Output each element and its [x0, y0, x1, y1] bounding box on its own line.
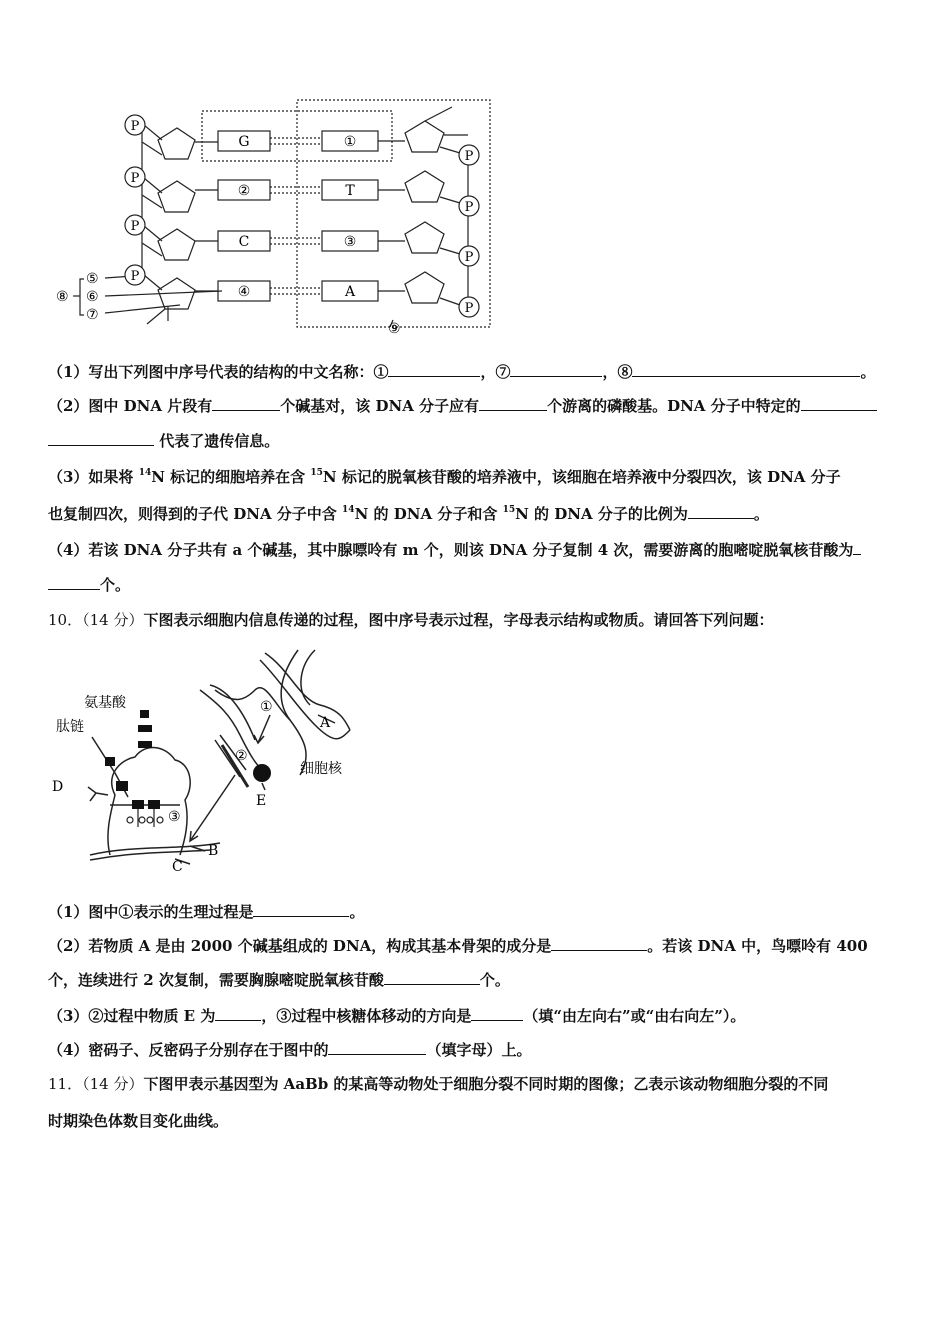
right-base-label: A	[344, 284, 356, 300]
question-number: 11．（14 分）	[48, 1075, 144, 1093]
phosphate-label: P	[130, 269, 140, 284]
phosphate-label: P	[464, 250, 474, 265]
q11-header	[48, 1074, 828, 1094]
q10-p3-text: （3）②过程中物质 E 为	[48, 1007, 216, 1025]
q9-p1-text: ，⑦	[480, 363, 511, 381]
q9-part1	[48, 362, 876, 382]
q9-part3-cont	[48, 504, 769, 524]
answer-blank[interactable]	[388, 362, 480, 377]
left-base-label: ④	[237, 284, 251, 300]
answer-blank[interactable]	[632, 362, 860, 377]
label-E: E	[256, 793, 267, 809]
phosphate-label: P	[464, 149, 474, 164]
gene-expression-diagram	[50, 645, 380, 880]
q9-part4	[48, 540, 861, 560]
answer-blank[interactable]	[853, 540, 861, 555]
answer-blank[interactable]	[384, 970, 480, 985]
isotope-mass: 14	[342, 505, 355, 515]
q9-p3-text: 也复制四次，则得到的子代 DNA 分子中含	[48, 505, 337, 523]
label-B: B	[208, 843, 219, 859]
question-intro: 时期染色体数目变化曲线。	[48, 1112, 229, 1130]
step-2: ②	[235, 748, 248, 764]
q9-p3-text: 。	[753, 505, 769, 523]
label-nucleus: 细胞核	[300, 761, 342, 777]
q9-part3	[48, 467, 841, 487]
isotope-mass: 15	[502, 505, 516, 515]
phosphate-label: P	[130, 219, 140, 234]
q9-p3-text: N 的 DNA 分子和含	[354, 505, 498, 523]
question-intro: 下图表示细胞内信息传递的过程，图中序号表示过程，字母表示结构或物质。请回答下列问题：	[143, 611, 774, 629]
q10-p1-text: （1）图中①表示的生理过程是	[48, 903, 254, 921]
right-base-label: ①	[343, 134, 357, 150]
q9-p1-text: （1）写出下列图中序号代表的结构的中文名称：①	[48, 363, 389, 381]
right-base-label: ③	[343, 234, 357, 250]
answer-blank[interactable]	[328, 1040, 426, 1055]
q10-part3	[48, 1006, 745, 1026]
q10-part2-cont	[48, 970, 510, 990]
q9-part2	[48, 396, 877, 416]
label-A: A	[320, 715, 331, 731]
question-intro: 下图甲表示基因型为 AaBb 的某高等动物处于细胞分裂不同时期的图像；乙表示该动物细胞分裂的不同	[143, 1075, 829, 1093]
q9-p2-text: 个游离的磷酸基。DNA 分子中特定的	[547, 397, 801, 415]
q10-header	[48, 610, 773, 630]
q9-p4-text: （4）若该 DNA 分子共有 a 个碱基，其中腺嘌呤有 m 个，则该 DNA 分子复制 4 次，需要游离的胞嘧啶脱氧核苷酸为	[48, 541, 854, 559]
q10-p4-text: （填字母）上。	[426, 1041, 532, 1059]
phosphate-label: P	[464, 200, 474, 215]
label-peptide: 肽链	[56, 719, 84, 735]
callout-9: ⑨	[388, 321, 401, 337]
step-3: ③	[168, 809, 181, 825]
answer-blank[interactable]	[215, 1006, 261, 1021]
callout-6: ⑥	[86, 289, 99, 305]
q9-part4-cont	[48, 575, 130, 595]
q10-p2-text: 。若该 DNA 中，鸟嘌呤有 400	[647, 937, 868, 955]
q9-p2-text: 代表了遗传信息。	[159, 432, 280, 450]
q9-p1-text: 。	[860, 363, 876, 381]
q10-part4	[48, 1040, 531, 1060]
answer-blank[interactable]	[479, 396, 547, 411]
q10-p3-text: （填“由左向右”或“由右向左”）。	[523, 1007, 746, 1025]
isotope-mass: 15	[310, 468, 323, 478]
callout-7: ⑦	[86, 307, 99, 323]
q9-p3-text: N 标记的脱氧核苷酸的培养液中，该细胞在培养液中分裂四次，该 DNA 分子	[322, 468, 841, 486]
answer-blank[interactable]	[551, 936, 647, 951]
label-D: D	[52, 779, 64, 795]
q9-p4-text: 个。	[100, 576, 131, 594]
dna-structure-diagram	[50, 95, 500, 340]
q9-p3-text: （3）如果将	[48, 468, 134, 486]
q10-p3-text: ，③过程中核糖体移动的方向是	[261, 1007, 472, 1025]
answer-blank[interactable]	[253, 902, 349, 917]
q9-p3-text: N 标记的细胞培养在含	[151, 468, 306, 486]
q9-p2-text: （2）图中 DNA 片段有	[48, 397, 213, 415]
answer-blank[interactable]	[212, 396, 280, 411]
q10-p4-text: （4）密码子、反密码子分别存在于图中的	[48, 1041, 329, 1059]
label-amino-acid: 氨基酸	[84, 695, 126, 711]
left-base-label: ②	[237, 183, 251, 199]
answer-blank[interactable]	[510, 362, 602, 377]
question-number: 10．（14 分）	[48, 611, 144, 629]
q10-part2	[48, 936, 868, 956]
phosphate-label: P	[464, 301, 474, 316]
q9-p1-text: ，⑧	[602, 363, 633, 381]
answer-blank[interactable]	[801, 396, 877, 411]
q10-p2-text: 个。	[479, 971, 510, 989]
phosphate-label: P	[130, 171, 140, 186]
answer-blank[interactable]	[48, 575, 100, 590]
q10-p2-text: 个，连续进行 2 次复制，需要胸腺嘧啶脱氧核苷酸	[48, 971, 384, 989]
label-C: C	[172, 859, 183, 875]
q10-part1	[48, 902, 364, 922]
step-1: ①	[260, 699, 273, 715]
answer-blank[interactable]	[48, 431, 154, 446]
answer-blank[interactable]	[471, 1006, 523, 1021]
callout-5: ⑤	[86, 271, 99, 287]
q9-p3-text: N 的 DNA 分子的比例为	[515, 505, 688, 523]
right-base-label: T	[345, 183, 355, 199]
q10-p2-text: （2）若物质 A 是由 2000 个碱基组成的 DNA，构成其基本骨架的成分是	[48, 937, 552, 955]
isotope-mass: 14	[138, 468, 152, 478]
answer-blank[interactable]	[688, 504, 754, 519]
phosphate-label: P	[130, 119, 140, 134]
callout-8: ⑧	[56, 289, 69, 305]
q9-p2-text: 个碱基对，该 DNA 分子应有	[280, 397, 480, 415]
left-base-label: G	[238, 134, 250, 150]
q9-part2-cont	[48, 431, 279, 451]
q11-intro-cont	[48, 1111, 228, 1131]
q10-p1-text: 。	[349, 903, 365, 921]
left-base-label: C	[238, 234, 250, 250]
